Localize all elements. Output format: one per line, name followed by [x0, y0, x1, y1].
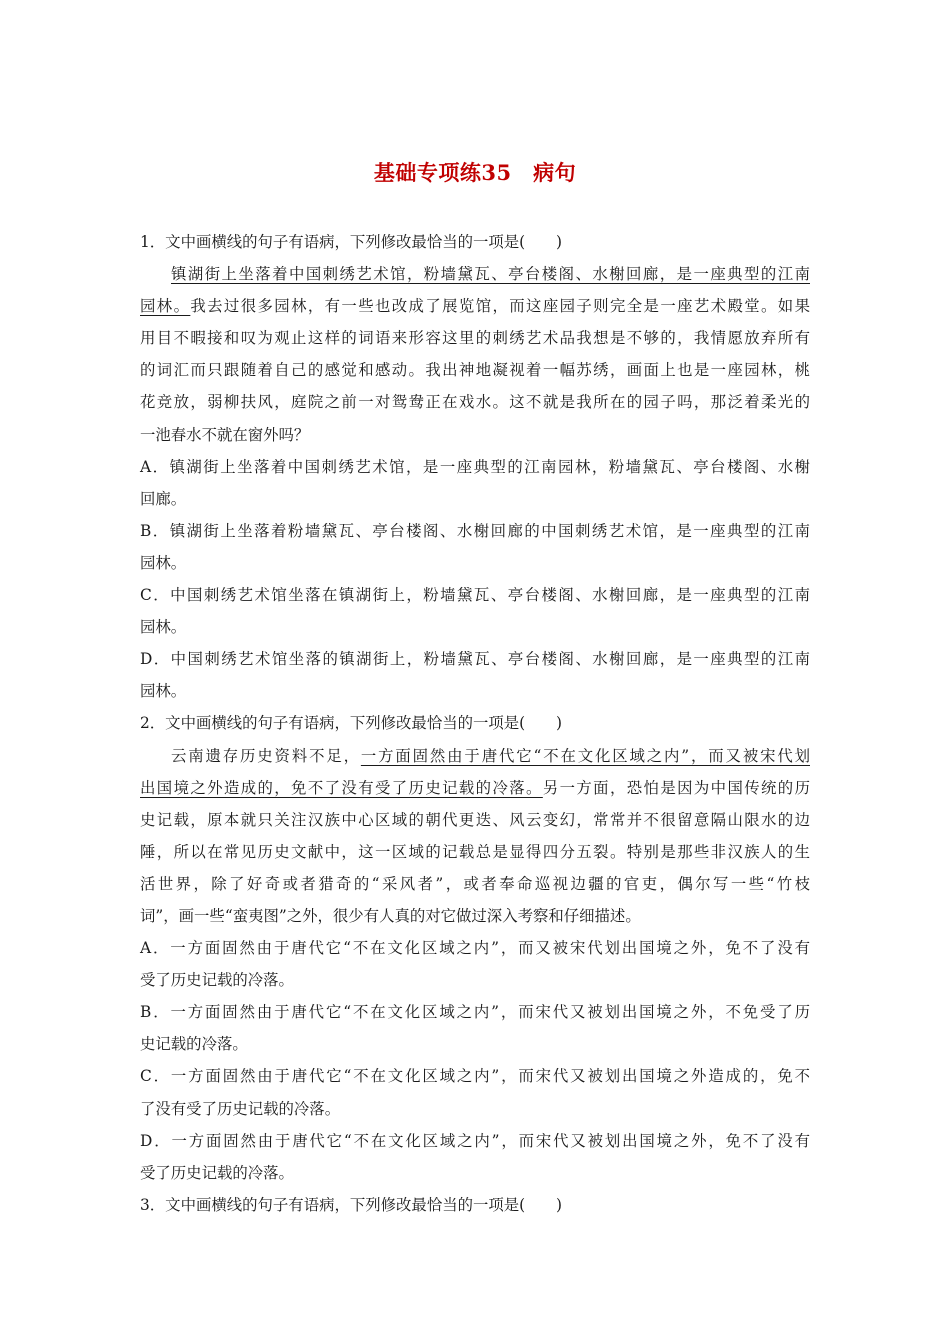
question-1-passage-line: 一池春水不就在窗外吗？ — [140, 425, 310, 444]
passage-text: 另一方面，恐怕是因为中国传统的历 — [542, 778, 810, 797]
question-1-option-c-cont: 园林。 — [140, 618, 187, 637]
question-1-option-d-cont: 园林。 — [140, 682, 187, 701]
question-1-option-a: A．镇湖街上坐落着中国刺绣艺术馆，是一座典型的江南园林，粉墙黛瓦、亭台楼阁、水榭 — [140, 457, 810, 476]
underlined-sentence: 一方面固然由于唐代它“不在文化区域之内”，而又被宋代划 — [360, 746, 810, 765]
question-2-option-b-cont: 史记载的冷落。 — [140, 1035, 248, 1054]
question-3-stem: 3．文中画横线的句子有语病，下列修改最恰当的一项是( ) — [140, 1195, 562, 1214]
document-body — [140, 226, 810, 1221]
passage-text: 云南遗存历史资料不足， — [171, 746, 361, 765]
question-1-option-b-cont: 园林。 — [140, 553, 187, 572]
underlined-sentence: 园林。 — [140, 297, 191, 316]
question-1-stem: 1．文中画横线的句子有语病，下列修改最恰当的一项是( ) — [140, 233, 562, 251]
question-2-option-d-cont: 受了历史记载的冷落。 — [140, 1163, 294, 1182]
question-2-passage-line: 陲，所以在常见历史文献中，这一区域的记载总是显得四分五裂。特别是那些非汉族人的生 — [140, 842, 810, 861]
question-2-option-c-cont: 了没有受了历史记载的冷落。 — [140, 1099, 341, 1118]
question-1-passage-line — [140, 258, 810, 290]
question-1-option-b: B．镇湖街上坐落着粉墙黛瓦、亭台楼阁、水榭回廊的中国刺绣艺术馆，是一座典型的江南 — [140, 521, 810, 540]
page-title: 基础专项练35 病句 — [373, 160, 577, 185]
question-2-stem: 2．文中画横线的句子有语病，下列修改最恰当的一项是( ) — [140, 714, 562, 733]
question-2-option-d: D．一方面固然由于唐代它“不在文化区域之内”，而宋代又被划出国境之外，免不了没有 — [140, 1131, 810, 1150]
question-1-option-c: C．中国刺绣艺术馆坐落在镇湖街上，粉墙黛瓦、亭台楼阁、水榭回廊，是一座典型的江南 — [140, 586, 810, 605]
question-2-passage-line — [140, 772, 810, 804]
question-2-option-a-cont: 受了历史记载的冷落。 — [140, 971, 294, 990]
question-2-passage-line — [140, 740, 810, 772]
question-2-option-c: C．一方面固然由于唐代它“不在文化区域之内”，而宋代又被划出国境之外造成的，免不 — [140, 1067, 810, 1086]
question-2-option-b: B．一方面固然由于唐代它“不在文化区域之内”，而宋代又被划出国境之外，不免受了历 — [140, 1003, 810, 1022]
passage-text: 我去过很多园林，有一些也改成了展览馆，而这座园子则完全是一座艺术殿堂。如果 — [190, 297, 810, 316]
question-2-passage-line: 活世界，除了好奇或者猎奇的“采风者”，或者奉命巡视边疆的官吏，偶尔写一些“竹枝 — [140, 874, 810, 893]
question-2-passage-line: 词”，画一些“蛮夷图”之外，很少有人真的对它做过深入考察和仔细描述。 — [140, 906, 641, 925]
question-1-passage-line — [140, 290, 810, 322]
question-1-option-a-cont: 回廊。 — [140, 489, 187, 508]
question-1-passage-line: 花竞放，弱柳扶风，庭院之前一对鸳鸯正在戏水。这不就是我所在的园子吗，那泛着柔光的 — [140, 393, 810, 412]
question-1-option-d: D．中国刺绣艺术馆坐落的镇湖街上，粉墙黛瓦、亭台楼阁、水榭回廊，是一座典型的江南 — [140, 650, 810, 669]
question-1-passage-line: 的词汇而只跟随着自己的感觉和感动。我出神地凝视着一幅苏绣，画面上也是一座园林，桃 — [140, 361, 810, 380]
question-2-passage-line: 史记载，原本就只关注汉族中心区域的朝代更迭、风云变幻，常常并不很留意隔山限水的边 — [140, 810, 810, 829]
question-2-option-a: A．一方面固然由于唐代它“不在文化区域之内”，而又被宋代划出国境之外，免不了没有 — [140, 939, 810, 958]
underlined-sentence: 镇湖街上坐落着中国刺绣艺术馆，粉墙黛瓦、亭台楼阁、水榭回廊，是一座典型的江南 — [171, 265, 810, 284]
underlined-sentence: 出国境之外造成的，免不了没有受了历史记载的冷落。 — [140, 778, 543, 797]
question-1-passage-line: 用目不暇接和叹为观止这样的词语来形容这里的刺绣艺术品我想是不够的，我情愿放弃所有 — [140, 329, 810, 348]
